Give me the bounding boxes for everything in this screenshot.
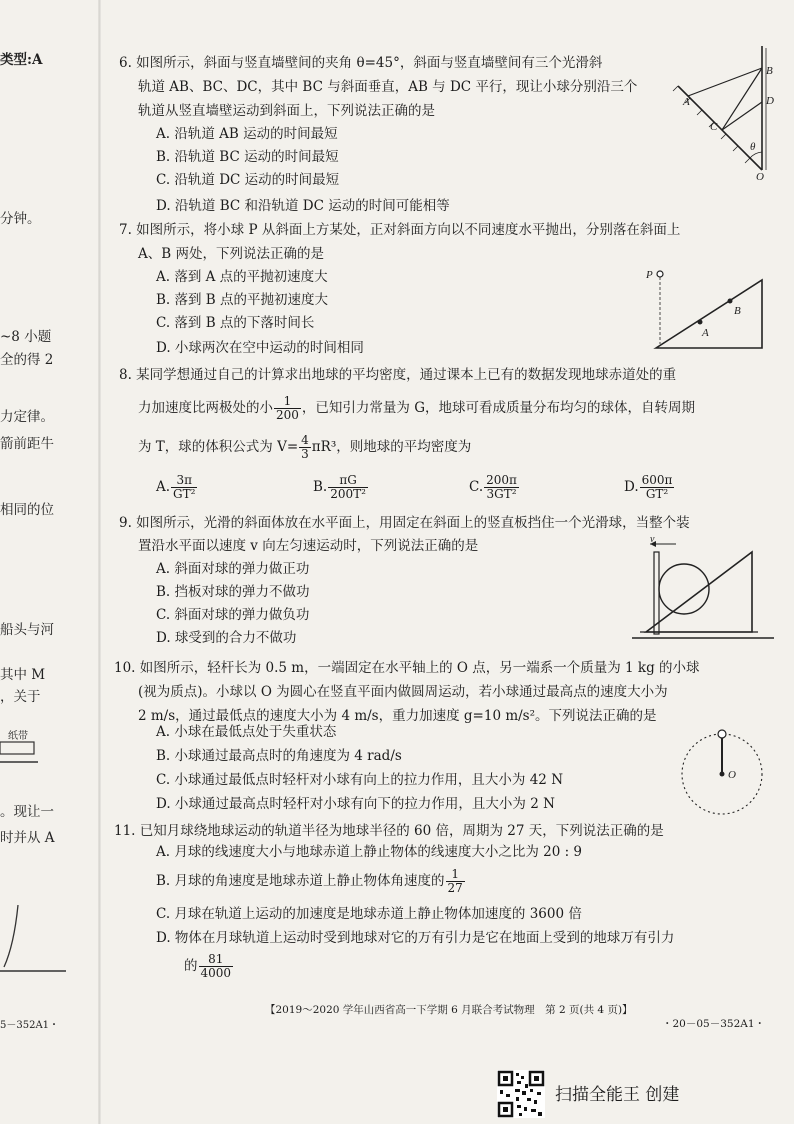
q9-option-d: D. 球受到的合力不做功	[156, 630, 297, 646]
q8-fraction-gravity: $\frac{1}{200}$	[276, 394, 299, 422]
q8-option-c: C. $\frac{200\pi}{\text{3GT²}}$	[469, 473, 517, 501]
left-edge-fragment: 5－352A1・	[0, 1020, 60, 1031]
q6-stem-line2: 轨道 AB、BC、DC，其中 BC 与斜面垂直，AB 与 DC 平行，现让小球分别沿三个	[138, 79, 638, 95]
q6-stem-line1: 6. 如图所示，斜面与竖直墙壁间的夹角 θ=45°，斜面与竖直墙壁间有三个光滑斜	[119, 55, 603, 71]
q8-option-d: D. $\frac{600\pi}{\text{GT²}}$	[624, 473, 673, 501]
q9-stem-line2: 置沿水平面以速度 v 向左匀速运动时，下列说法正确的是	[138, 538, 479, 554]
q8-stem-line2: 力加速度比两极处的小 $\frac{1}{200}$ ，已知引力常量为 G，地球可看成质量分布均匀的球体，自转周期	[138, 394, 695, 422]
q9-option-b: B. 挡板对球的弹力不做功	[156, 584, 310, 600]
left-edge-fragment: 分钟。	[0, 211, 41, 227]
q10-option-a: A. 小球在最低点处于失重状态	[156, 724, 337, 740]
q6-option-d: D. 沿轨道 BC 和沿轨道 DC 运动的时间可能相等	[156, 198, 450, 214]
q9-label-v: v	[650, 534, 655, 545]
q11-option-d-line1: D. 物体在月球轨道上运动时受到地球对它的万有引力是它在地面上受到的地球万有引力	[156, 930, 675, 946]
left-edge-fragment: 纸带	[8, 731, 28, 742]
left-edge-fragment: 全的得 2	[0, 352, 54, 368]
q6-option-b: B. 沿轨道 BC 运动的时间最短	[156, 149, 339, 165]
left-edge-fragment: 其中 M	[0, 667, 46, 683]
q6-label-theta: θ	[750, 141, 756, 153]
left-edge-fragment: 类型:A	[0, 52, 43, 68]
q6-label-c: C	[710, 121, 718, 133]
q7-stem-line2: A、B 两处，下列说法正确的是	[138, 246, 324, 262]
q7-option-a: A. 落到 A 点的平抛初速度大	[156, 269, 328, 285]
q8-stem-line1: 8. 某同学想通过自己的计算求出地球的平均密度，通过课本上已有的数据发现地球赤道处的重	[119, 367, 677, 383]
q10-label-o: O	[728, 769, 736, 781]
q6-option-c: C. 沿轨道 DC 运动的时间最短	[156, 172, 340, 188]
q10-option-c: C. 小球通过最低点时轻杆对小球有向上的拉力作用，且大小为 42 N	[156, 772, 564, 788]
scanner-watermark: 扫描全能王 创建	[555, 1085, 680, 1105]
left-edge-fragment: 时并从 A	[0, 830, 55, 846]
qr-code-icon	[497, 1070, 545, 1118]
q7-label-p: P	[646, 269, 653, 281]
q7-option-b: B. 落到 B 点的平抛初速度大	[156, 292, 329, 308]
left-edge-fragment: 船头与河	[0, 622, 54, 638]
q11-option-a: A. 月球的线速度大小与地球赤道上静止物体的线速度大小之比为 20 : 9	[156, 844, 583, 860]
q9-stem-line1: 9. 如图所示，光滑的斜面体放在水平面上，用固定在斜面上的竖直板挡住一个光滑球，当整个装	[119, 515, 690, 531]
q7-figure	[640, 262, 770, 354]
q8-option-a: A. $\frac{3\pi}{\text{GT²}}$	[156, 473, 196, 501]
left-edge-fragment: 箭前距牛	[0, 436, 54, 452]
q6-label-d: D	[766, 95, 774, 107]
left-edge-figure	[0, 905, 70, 980]
q11-option-b: B. 月球的角速度是地球赤道上静止物体角速度的 $\frac{1}{27}$	[156, 867, 463, 895]
q10-stem-line1: 10. 如图所示，轻杆长为 0.5 m，一端固定在水平轴上的 O 点，另一端系一个质量为 1 kg 的小球	[114, 660, 700, 676]
q8-fraction-volume: $\frac{4}{3}$	[301, 433, 309, 461]
q8-stem-line3: 为 T，球的体积公式为 V= $\frac{4}{3}$ πR³，则地球的平均密度为	[138, 433, 472, 461]
left-edge-fragment: ~8 小题	[0, 329, 52, 345]
q9-option-a: A. 斜面对球的弹力做正功	[156, 561, 310, 577]
page-footer: 【2019～2020 学年山西省高一下学期 6 月联合考试物理 第 2 页(共 4 页)】	[265, 1004, 633, 1016]
q10-stem-line3: 2 m/s，通过最低点的速度大小为 4 m/s，重力加速度 g=10 m/s²。下列说法正确的是	[138, 708, 657, 724]
left-edge-fragment: ，关于	[0, 689, 41, 705]
left-edge-fragment: 相同的位	[0, 502, 54, 518]
q6-figure	[670, 42, 780, 182]
left-edge-figure	[0, 736, 40, 770]
q10-option-d: D. 小球通过最高点时轻杆对小球有向下的拉力作用，且大小为 2 N	[156, 796, 555, 812]
q11-option-d-line2: 的 $\frac{81}{4000}$	[184, 952, 232, 980]
q7-stem-line1: 7. 如图所示，将小球 P 从斜面上方某处，正对斜面方向以不同速度水平抛出，分别落在斜面上	[119, 222, 681, 238]
q8-option-b: B. $\frac{\pi G}{\text{200T²}}$	[313, 473, 366, 501]
q10-option-b: B. 小球通过最高点时的角速度为 4 rad/s	[156, 748, 402, 764]
q11-option-c: C. 月球在轨道上运动的加速度是地球赤道上静止物体加速度的 3600 倍	[156, 906, 582, 922]
q6-label-o: O	[756, 171, 764, 182]
left-edge-fragment: 。现让一	[0, 804, 54, 820]
q9-option-c: C. 斜面对球的弹力做负功	[156, 607, 310, 623]
q11-stem-line1: 11. 已知月球绕地球运动的轨道半径为地球半径的 60 倍，周期为 27 天，下列说法正确的是	[114, 823, 664, 839]
q10-stem-line2: (视为质点)。小球以 O 为圆心在竖直平面内做圆周运动，若小球通过最高点的速度大小为	[138, 684, 668, 700]
q9-figure	[628, 532, 776, 648]
q7-label-b: B	[734, 305, 741, 317]
page-fold-shadow	[98, 0, 101, 1124]
page-code: ・20－05－352A1・	[662, 1018, 766, 1030]
q7-option-c: C. 落到 B 点的下落时间长	[156, 315, 315, 331]
q6-stem-line3: 轨道从竖直墙壁运动到斜面上，下列说法正确的是	[138, 103, 435, 119]
q10-figure	[680, 724, 780, 824]
q7-option-d: D. 小球两次在空中运动的时间相同	[156, 340, 364, 356]
left-edge-fragment: 力定律。	[0, 409, 54, 425]
q6-label-b: B	[766, 65, 773, 77]
q7-label-a: A	[702, 327, 709, 339]
q6-option-a: A. 沿轨道 AB 运动的时间最短	[156, 126, 338, 142]
q6-label-a: A	[683, 96, 690, 108]
